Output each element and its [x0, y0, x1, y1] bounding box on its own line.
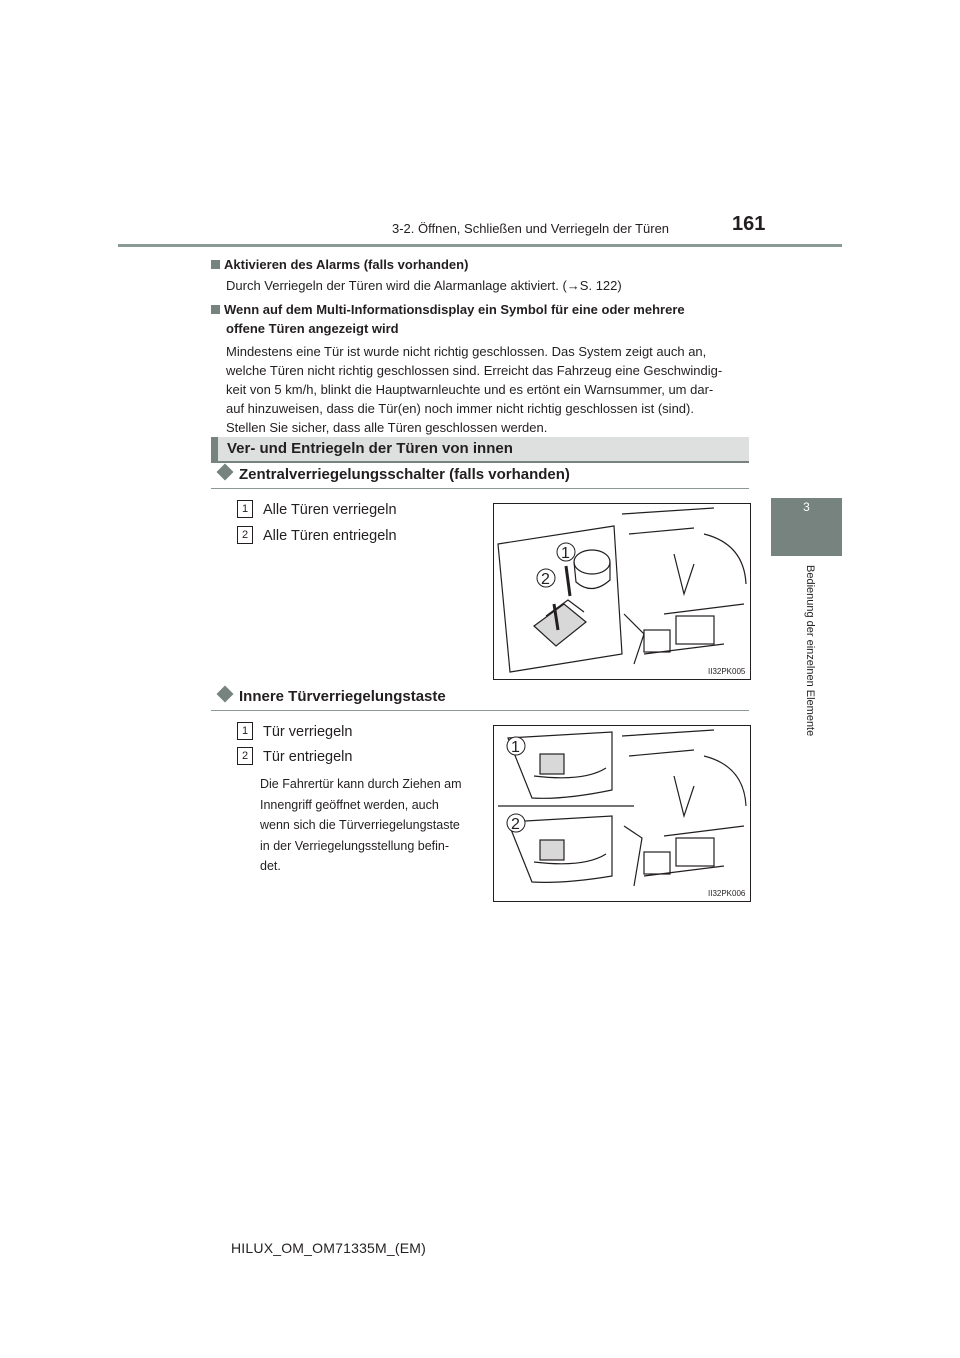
callout-2: 2: [541, 571, 550, 588]
subsection-title-inner-lock: Innere Türverriegelungstaste: [215, 688, 446, 705]
diamond-bullet-icon: [217, 464, 234, 481]
note-heading-open-doors: Wenn auf dem Multi-Informationsdisplay ein Symbol für eine oder mehrere: [211, 300, 749, 319]
section-heading: Ver- und Entriegeln der Türen von innen: [211, 437, 749, 463]
note-heading-open-doors-cont: offene Türen angezeigt wird: [226, 321, 399, 336]
note-driver-door: Die Fahrertür kann durch Ziehen am Innengriff geöffnet werden, auch wenn sich die Türverriegelungstaste in der Verriegelungsstellung befin- det.: [260, 777, 462, 873]
note-heading-alarm: Aktivieren des Alarms (falls vorhanden): [211, 255, 468, 274]
list-item: 1 Alle Türen verriegeln: [237, 500, 397, 518]
note-text-line: auf hinzuweisen, dass die Tür(en) noch immer nicht richtig geschlossen ist (sind).: [226, 401, 694, 416]
callout-1: 1: [561, 545, 570, 562]
subsection-rule: [211, 710, 749, 711]
figure-inner-lock-button: [493, 725, 751, 902]
document-footer: HILUX_OM_OM71335M_(EM): [231, 1240, 427, 1256]
header-rule: [118, 244, 842, 247]
note-text-line: Stellen Sie sicher, dass alle Türen geschlossen werden.: [226, 420, 548, 435]
square-bullet-icon: [211, 305, 220, 314]
diamond-bullet-icon: [217, 686, 234, 703]
note-text-alarm: Durch Verriegeln der Türen wird die Alarmanlage aktiviert. (→S. 122): [226, 278, 622, 293]
note-text-line: welche Türen nicht richtig geschlossen sind. Erreicht das Fahrzeug eine Geschwindig-: [226, 363, 723, 378]
list-item: 2 Tür entriegeln: [237, 747, 352, 765]
subsection-rule: [211, 488, 749, 489]
running-header-section: 3-2. Öffnen, Schließen und Verriegeln der Türen: [392, 221, 670, 236]
figure-central-lock-switch: [493, 503, 751, 680]
note-text-line: keit von 5 km/h, blinkt die Hauptwarnleuchte und es ertönt ein Warnsummer, um dar-: [226, 382, 714, 397]
chapter-label: Bedienung der einzelnen Elemente: [804, 565, 816, 737]
list-item: 1 Tür verriegeln: [237, 722, 352, 740]
figure-code: II32PK006: [708, 889, 746, 898]
page-number: 161: [732, 213, 766, 235]
subsection-title-central-lock: Zentralverriegelungsschalter (falls vorhanden): [215, 466, 570, 483]
list-item: 2 Alle Türen entriegeln: [237, 526, 397, 544]
callout-2: 2: [511, 816, 520, 833]
note-text-line: Mindestens eine Tür ist wurde nicht richtig geschlossen. Das System zeigt auch an,: [226, 344, 707, 359]
callout-1: 1: [511, 739, 520, 756]
square-bullet-icon: [211, 260, 220, 269]
chapter-number: 3: [803, 500, 810, 514]
figure-code: II32PK005: [708, 667, 746, 676]
